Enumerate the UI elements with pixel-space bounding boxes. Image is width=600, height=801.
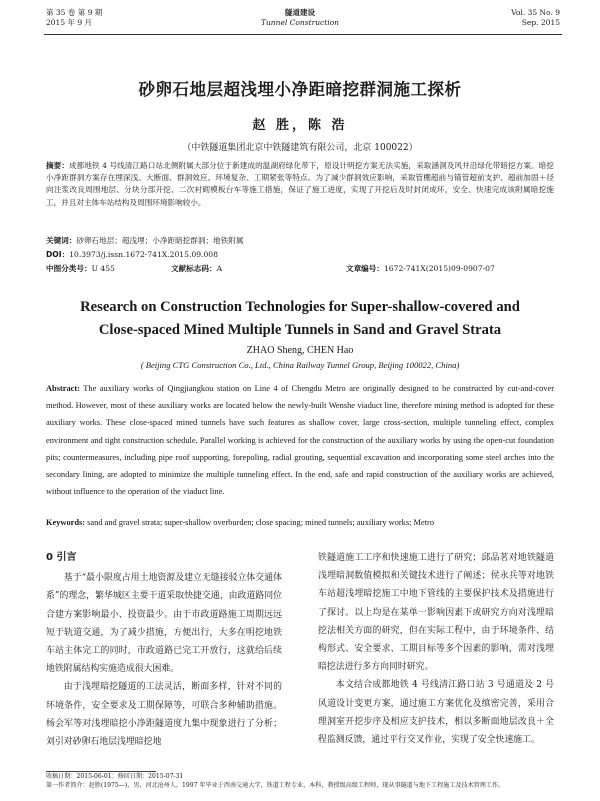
abstract-cn-label: 摘要：: [46, 161, 69, 170]
abstract-en-label: Abstract:: [46, 384, 80, 393]
article-number-value: 1672-741X(2015)09-0907-07: [383, 264, 495, 273]
paper-title-cn: 砂卵石地层超浅埋小净距暗挖群洞施工探析: [138, 80, 462, 99]
footnotes: [46, 773, 556, 790]
issue-date: 2015 年 9 月: [46, 18, 93, 27]
abstract-en-text: The auxiliary works of Qingjiangkou station on Line 4 of Chengdu Metro are originally designed to be constructed by cut-and-cover method. However, most of these auxiliary works are located below the newly-built Wenshe viaduct line, therefore mining method is adopted for these auxiliary works. These close-spaced mined tunnels have such features as shallow cover, large cross-section, multiple tunneling effect, complex environment and tight construction schedule. Parallel working is achieved for the construction of the auxiliary works by using the open-cut foundation pits; countermeasures, including pipe roof supporting, forepoling, radial grouting, sequential excavation and incorporating some steel arches into the secondary lining, are adopted to minimize the multiple tunneling effect. In the end, safe and rapid construction of the auxiliary works are achieved, without influence to the operation of the viaduct line.: [46, 384, 554, 497]
volume-issue-en: Vol. 35 No. 9: [511, 8, 560, 17]
doc-code-label: 文献标志码：: [171, 264, 217, 273]
body-paragraph: 基于“最小限度占用土地资源及建立无缝接驳立体交通体系”的理念，繁华城区主要干道采取快捷交通，由政道路同位合建方案影响最小、投资最少。由于市政道路施工周期远远短于轨道交通，为了减少措施，方便出行，大多在明挖地铁车站主体完工的同时，市政道路已完工开放行，这就给后续地铁附属结构实施造成很大困难。: [46, 573, 282, 675]
footnote-rule: [46, 771, 156, 772]
keywords-cn-label: 关键词：: [46, 236, 77, 245]
affiliation-en: ( Beijing CTG Construction Co., Ltd., China Railway Tunnel Group, Beijing 100022, China): [140, 360, 460, 370]
clc-code: [46, 263, 115, 274]
running-header-right: [511, 8, 560, 28]
doi-line: [46, 249, 218, 260]
header-rule: [44, 34, 562, 35]
paper-title-en-line1: Research on Construction Technologies for Super-shallow-covered and: [80, 299, 520, 315]
issue-date-en: Sep. 2015: [521, 18, 560, 27]
journal-name-cn: 隧道建设: [285, 8, 315, 17]
keywords-en-text: sand and gravel strata; super-shallow overburden; close spacing; mined tunnels; auxiliary works; Metro: [87, 518, 435, 527]
affiliation-cn: （中铁隧道集团北京中铁隧建筑有限公司，北京 100022）: [182, 143, 418, 153]
doi-text: 10.3973/j.issn.1672-741X.2015.09.008: [69, 250, 218, 259]
clc-value: U 455: [91, 264, 115, 273]
article-number: [346, 263, 495, 274]
doc-code: [171, 263, 222, 274]
keywords-en: [46, 517, 554, 529]
paper-title-en: [0, 296, 600, 342]
abstract-en: [46, 380, 554, 500]
article-number-label: 文章编号：: [346, 264, 384, 273]
footnote-author-bio: 第一作者简介：赵胜(1975—)，男，河北沧州人，1997 年毕业于西南交通大学，铁道工程专业，本科，教授级高级工程师，现从事隧道与地下工程施工及技术管理工作。: [46, 781, 505, 789]
keywords-cn-text: 砂卵石地层；超浅埋；小净距暗挖群洞；地铁附属: [76, 236, 244, 245]
paper-title-en-line2: Close-spaced Mined Multiple Tunnels in Sand and Gravel Strata: [98, 322, 502, 338]
body-column-left: [46, 549, 282, 751]
body-column-right: [318, 549, 554, 749]
journal-name-en: Tunnel Construction: [260, 18, 340, 27]
clc-label: 中图分类号：: [46, 264, 92, 273]
volume-issue: 第 35 卷 第 9 期: [46, 8, 103, 17]
authors-cn: 赵 胜，陈 浩: [252, 118, 348, 133]
running-header-center: [0, 8, 600, 28]
keywords-cn: [46, 235, 243, 246]
abstract-cn-text: 成都地铁 4 号线清江路口站北侧附属大部分位于新建成的温湖府绿化带下，原设计明挖方案无法实施，采取涵洞及风井沿绿化带暗挖方案。暗挖小净距群洞方案存在埋深浅、大断面、群洞效应、环境复杂、工期紧张等特点。为了减少群洞效应影响，采取管棚超前与锚管超前支护、超前加固＋径向注浆改良周围地层、分块分部开挖、二次衬砌模板台车等施工措施，保证了施工进度，实现了开挖后及时封闭成环，安全、快速完成该附属暗挖施工，并且对主体车站结构及周围环境影响较小。: [46, 161, 554, 207]
section-heading-introduction: 0 引言: [46, 552, 77, 563]
body-paragraph: 由于浅埋暗挖隧道的工法灵活，断面多样，针对不同的环境条件，安全要求及工期保障等，可联合多种辅助措施。杨会军等对浅埋暗挖小净距隧道度九集中现象进行了分析；刘引对砂卵石地层浅埋暗挖地: [46, 682, 282, 748]
doc-code-value: A: [216, 264, 223, 273]
keywords-en-label: Keywords:: [46, 518, 86, 527]
footnote-dates: 收稿日期：2015-06-01；修回日期：2015-07-31: [46, 773, 184, 780]
abstract-cn: [46, 160, 554, 209]
doi-label: DOI：: [46, 250, 70, 259]
authors-en: ZHAO Sheng, CHEN Hao: [246, 345, 354, 356]
body-paragraph: 铁隧道施工工序和快速施工进行了研究；邱品茗对地铁隧道浅埋暗洞数值模拟和关键技术进行了阐述；侯永兵等对地铁车站超浅埋暗挖施工中地下管线的主要保护技术及措施进行了探讨。以上均是在某单一影响因素下或研究方向对浅埋暗挖法相关方面的研究，但在实际工程中，由于环境条件、结构形式、安全要求、工期目标等多个因素的影响，需对浅埋暗挖法进行多方向同时研究。: [318, 553, 554, 673]
body-paragraph: 本文结合成都地铁 4 号线清江路口站 3 号通道及 2 号风道设计变更方案，通过施工方案优化及缜密完善，采用合理洞室开挖步序及相应支护技术，相以多断面地层改良＋全程监测反馈，通过平行交叉作业，实现了安全快速施工。: [318, 680, 554, 746]
